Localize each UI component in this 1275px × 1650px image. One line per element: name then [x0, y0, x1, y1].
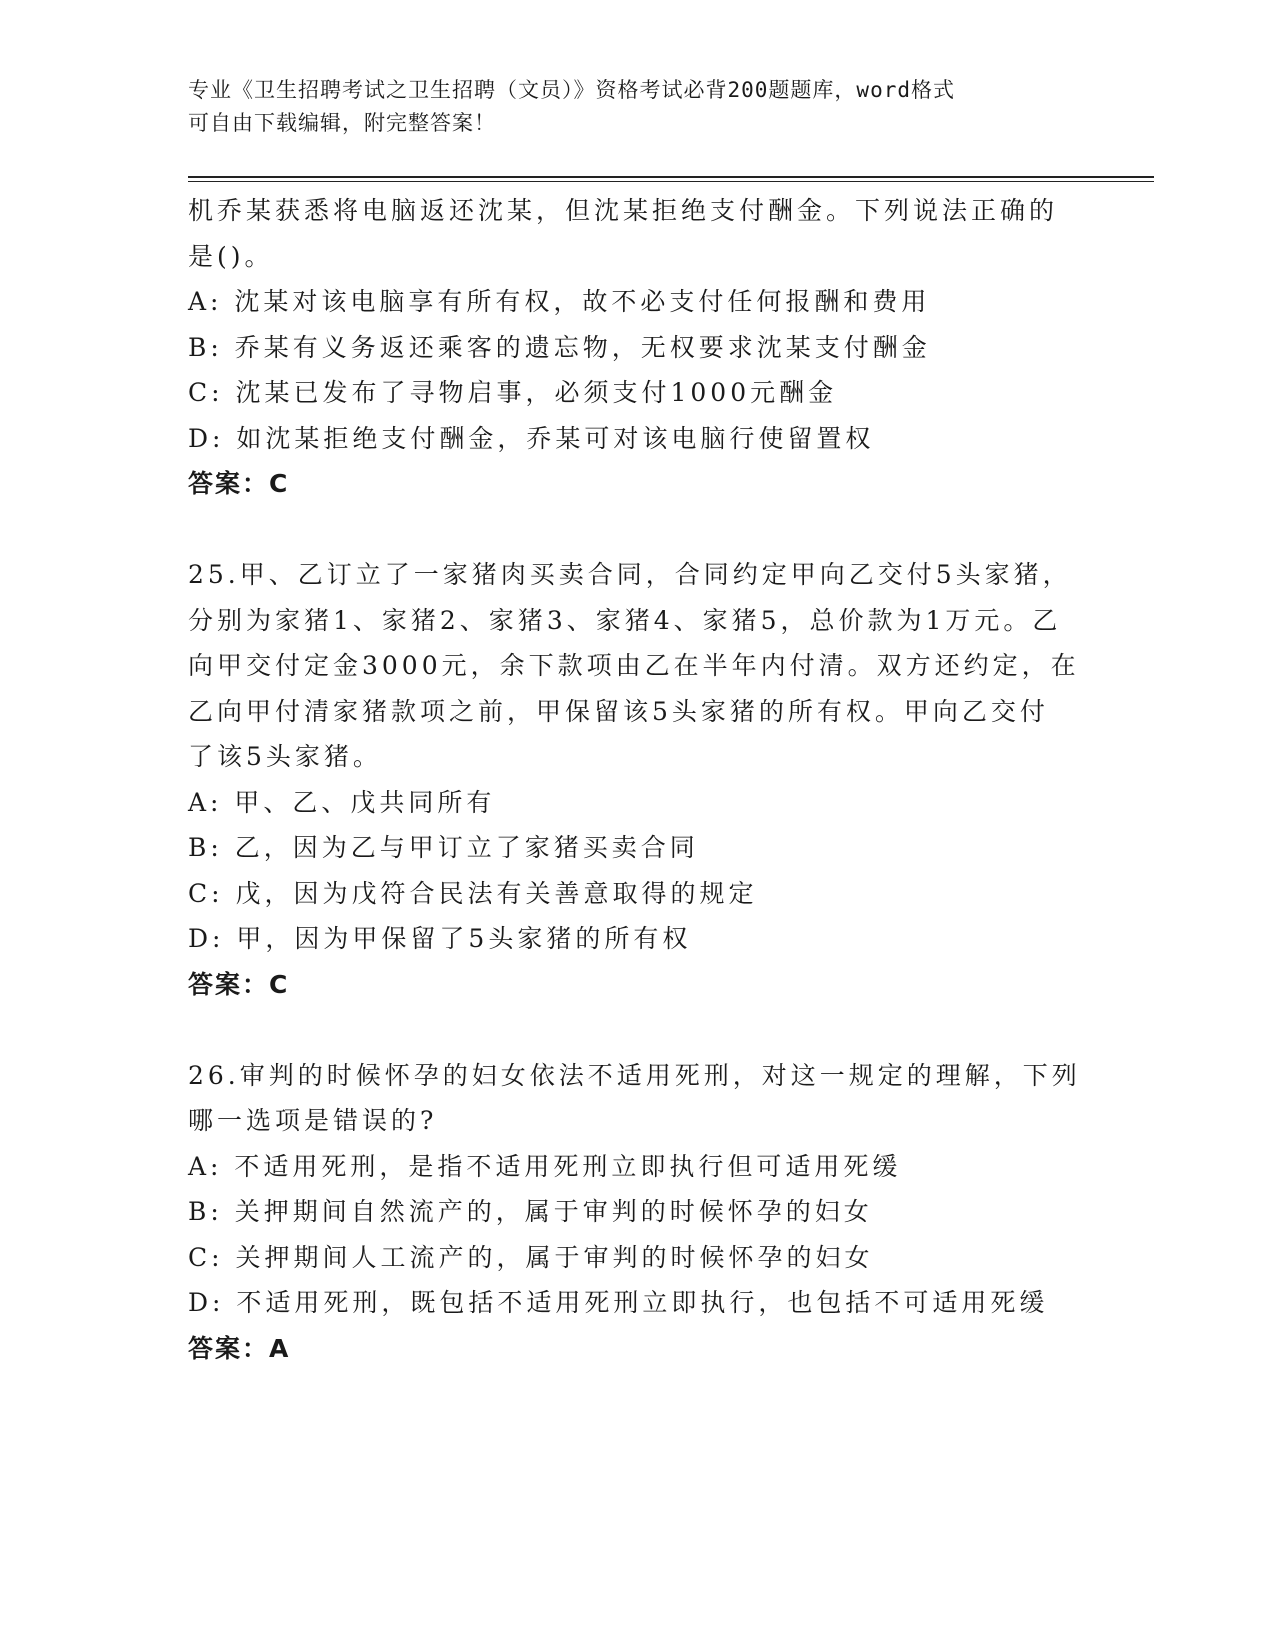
option-b: B: 关押期间自然流产的，属于审判的时候怀孕的妇女	[188, 1197, 873, 1226]
question-26	[188, 1053, 1088, 1372]
option-list	[188, 279, 1088, 461]
question-stem-line: 乙向甲付清家猪款项之前，甲保留该5头家猪的所有权。甲向乙交付	[188, 696, 1049, 726]
option-b: B: 乔某有义务返还乘客的遗忘物，无权要求沈某支付酬金	[188, 332, 931, 362]
option-a: A: 甲、乙、戊共同所有	[188, 787, 496, 817]
question-stem-line: 分别为家猪1、家猪2、家猪3、家猪4、家猪5，总价款为1万元。乙	[188, 605, 1062, 635]
option-d: D: 如沈某拒绝支付酬金，乔某可对该电脑行使留置权	[188, 423, 875, 453]
option-d: D: 甲，因为甲保留了5头家猪的所有权	[188, 924, 692, 953]
option-c: C: 沈某已发布了寻物启事，必须支付1000元酬金	[188, 378, 838, 407]
option-list	[188, 780, 1088, 962]
question-content	[188, 188, 1088, 1371]
option-c: C: 关押期间人工流产的，属于审判的时候怀孕的妇女	[188, 1242, 874, 1272]
spacer	[188, 507, 1088, 553]
question-stem-line: 是()。	[188, 241, 274, 271]
answer-label: 答案：A	[188, 1333, 291, 1363]
spacer	[188, 1007, 1088, 1053]
option-b: B: 乙，因为乙与甲订立了家猪买卖合同	[188, 833, 699, 862]
option-c: C: 戊，因为戊符合民法有关善意取得的规定	[188, 878, 758, 908]
question-stem-line: 向甲交付定金3000元，余下款项由乙在半年内付清。双方还约定，在	[188, 651, 1080, 680]
question-stem-line: 25.甲、乙订立了一家猪肉买卖合同，合同约定甲向乙交付5头家猪，	[188, 560, 1072, 589]
question-stem-line: 哪一选项是错误的?	[188, 1106, 438, 1135]
header-title-line-1: 专业《卫生招聘考试之卫生招聘（文员）》资格考试必背200题题库，word格式	[188, 78, 955, 102]
option-a: A: 沈某对该电脑享有所有权，故不必支付任何报酬和费用	[188, 287, 931, 316]
question-24	[188, 188, 1088, 507]
header-title-line-2: 可自由下载编辑，附完整答案！	[188, 111, 496, 135]
page-header	[188, 74, 1068, 140]
question-25	[188, 552, 1088, 1007]
question-stem-line: 机乔某获悉将电脑返还沈某，但沈某拒绝支付酬金。下列说法正确的	[188, 196, 1059, 225]
header-divider	[188, 176, 1154, 182]
answer-label: 答案：C	[188, 469, 290, 498]
question-stem-line: 了该5头家猪。	[188, 742, 382, 771]
option-list	[188, 1144, 1088, 1326]
question-stem-line: 26.审判的时候怀孕的妇女依法不适用死刑，对这一规定的理解，下列	[188, 1060, 1081, 1090]
option-a: A: 不适用死刑，是指不适用死刑立即执行但可适用死缓	[188, 1151, 902, 1181]
option-d: D: 不适用死刑，既包括不适用死刑立即执行，也包括不可适用死缓	[188, 1288, 1049, 1317]
answer-label: 答案：C	[188, 969, 290, 999]
